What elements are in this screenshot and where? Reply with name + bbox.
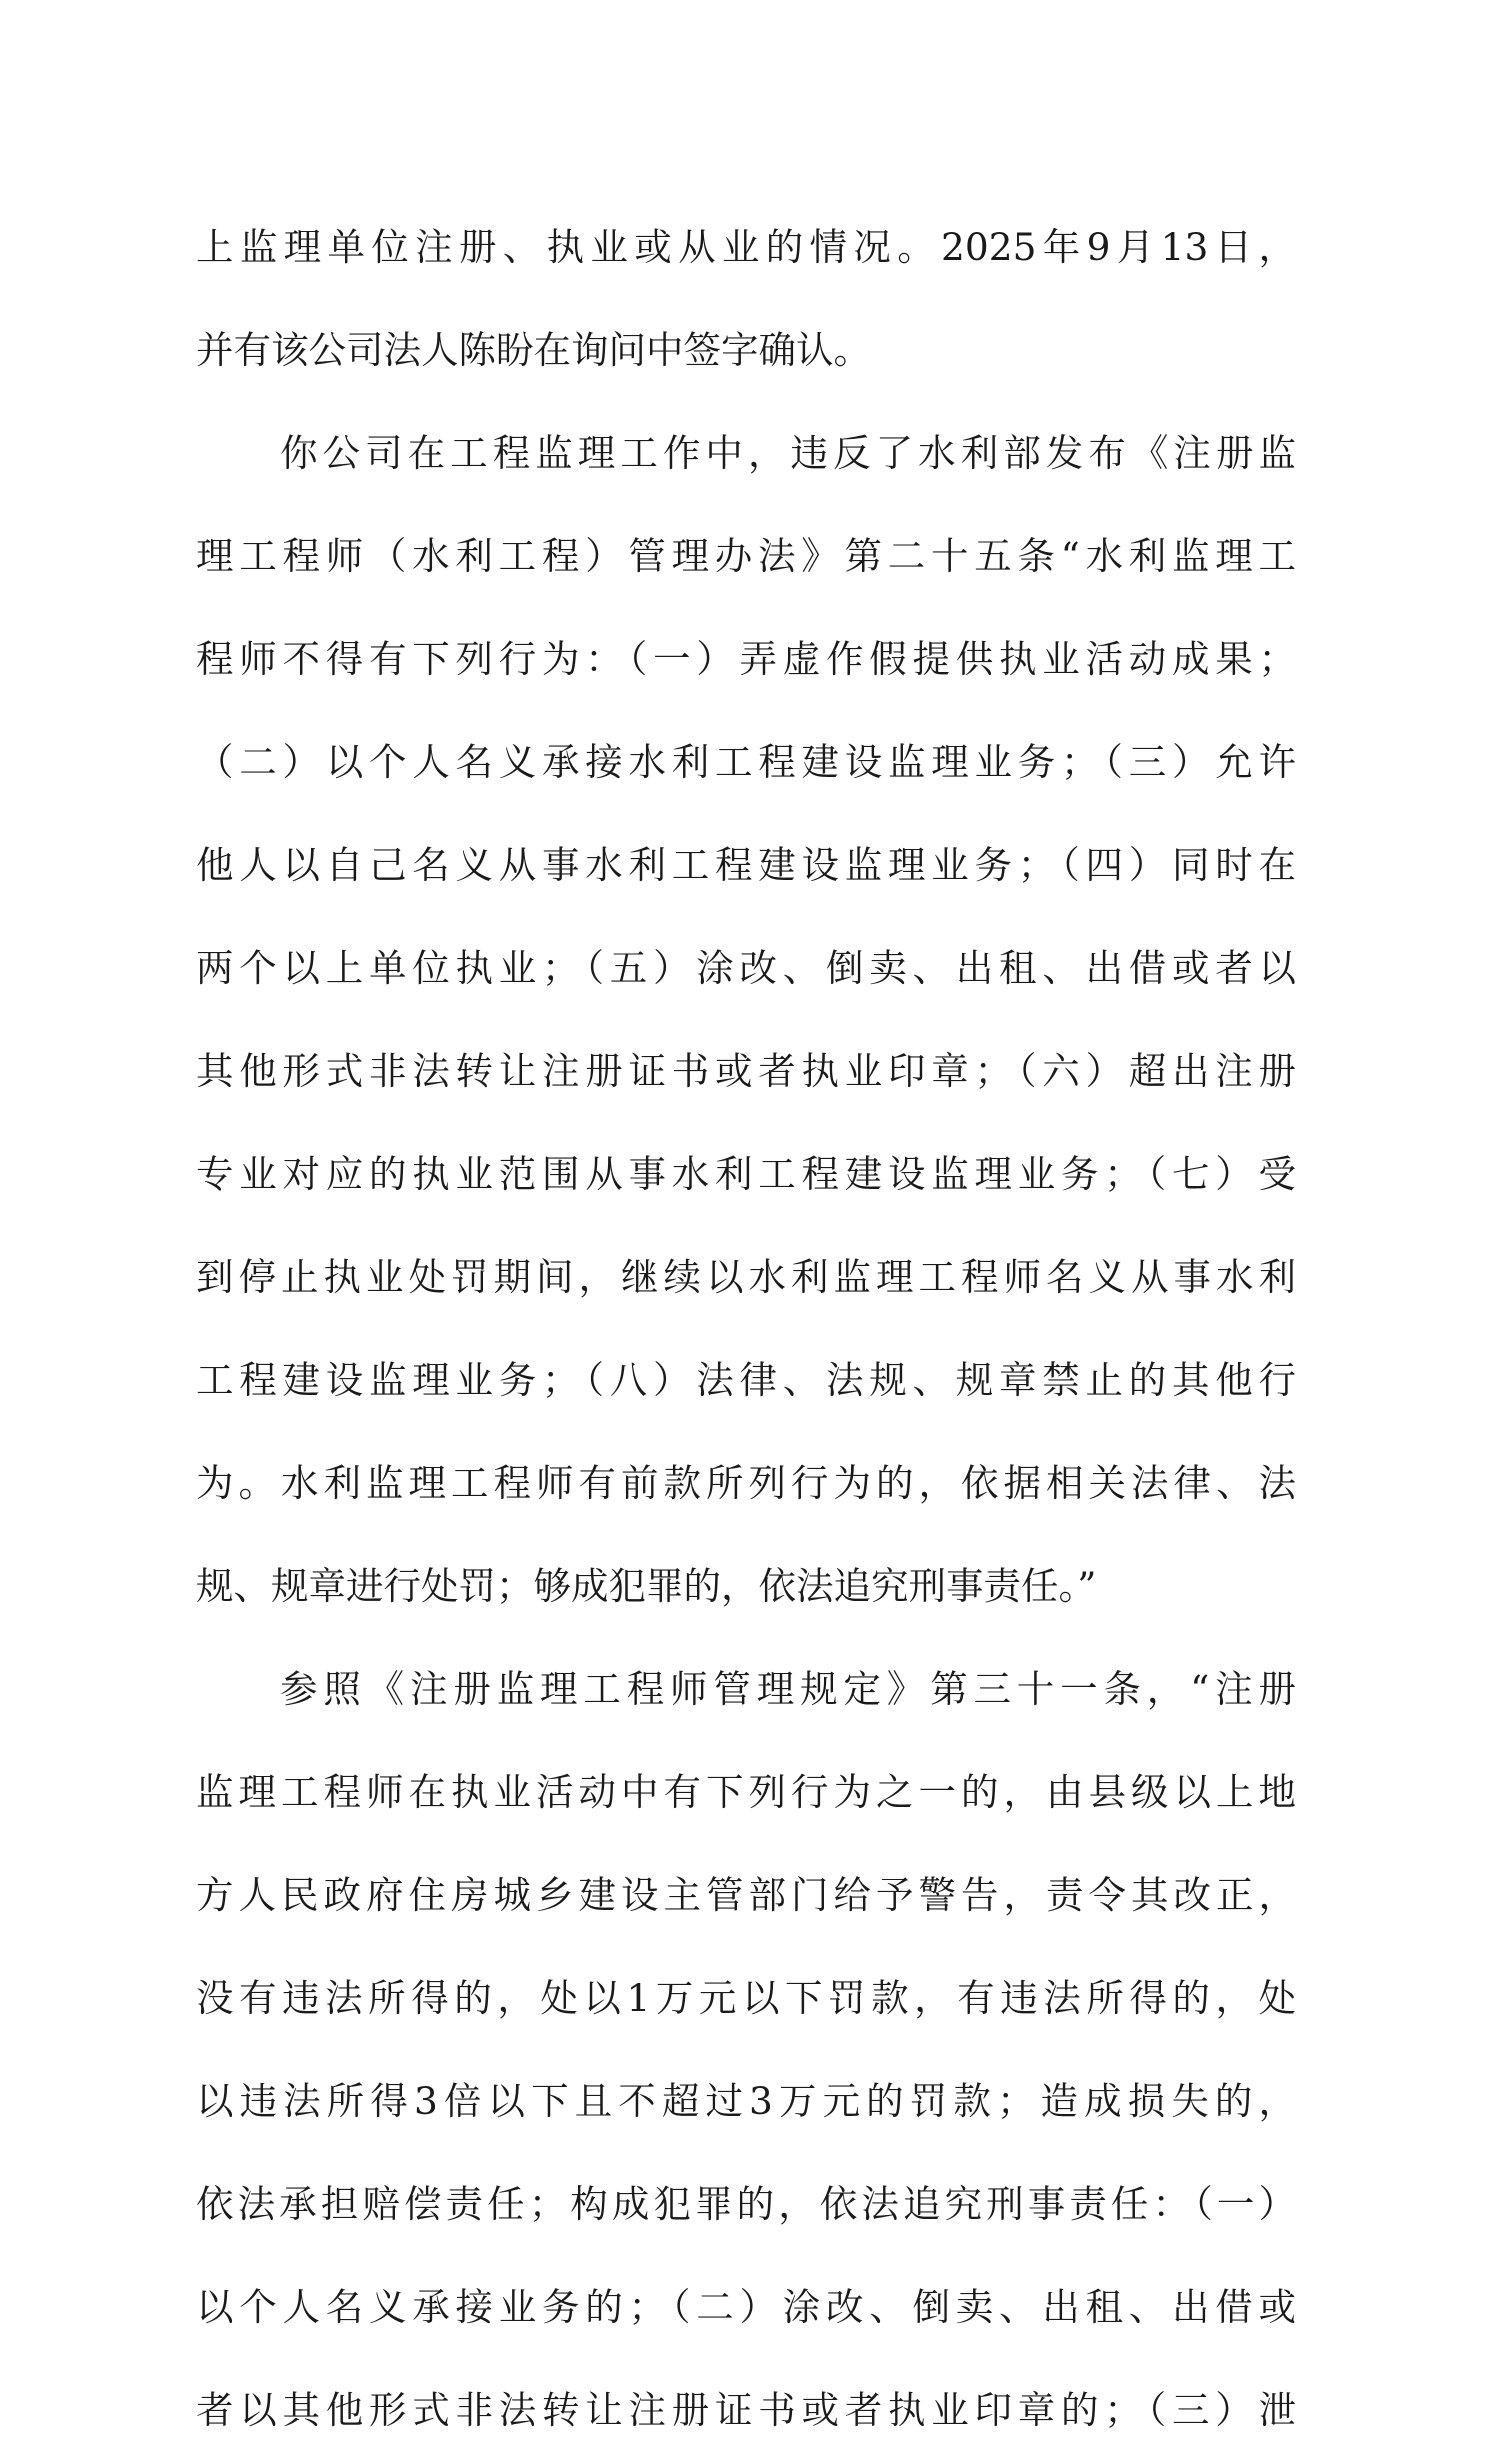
body-text — [196, 196, 1296, 2462]
paragraph-start-line: 参照《注册监理工程师管理规定》第三十一条，“注册 — [280, 1667, 1296, 1711]
text-line: 程师不得有下列行为：（一）弄虚作假提供执业活动成果； — [196, 637, 1296, 681]
text-line: 其他形式非法转让注册证书或者执业印章；（六）超出注册 — [196, 1049, 1296, 1093]
text-line: 为。水利监理工程师有前款所列行为的，依据相关法律、法 — [196, 1461, 1296, 1505]
text-line: 两个以上单位执业；（五）涂改、倒卖、出租、出借或者以 — [196, 946, 1296, 990]
text-line: 者以其他形式非法转让注册证书或者执业印章的；（三）泄 — [196, 2388, 1296, 2432]
text-line: （二）以个人名义承接水利工程建设监理业务；（三）允许 — [196, 740, 1296, 784]
text-line: 以个人名义承接业务的；（二）涂改、倒卖、出租、出借或 — [196, 2285, 1296, 2329]
text-line: 到停止执业处罚期间，继续以水利监理工程师名义从事水利 — [196, 1255, 1296, 1299]
text-line: 规、规章进行处罚；够成犯罪的，依法追究刑事责任。” — [196, 1564, 1097, 1608]
text-line: 工程建设监理业务；（八）法律、法规、规章禁止的其他行 — [196, 1358, 1296, 1402]
text-line: 没有违法所得的，处以1万元以下罚款，有违法所得的，处 — [196, 1976, 1296, 2020]
text-line: 以违法所得3倍以下且不超过3万元的罚款；造成损失的， — [196, 2079, 1296, 2123]
text-line: 专业对应的执业范围从事水利工程建设监理业务；（七）受 — [196, 1152, 1296, 1196]
text-line: 并有该公司法人陈盼在询问中签字确认。 — [196, 328, 871, 372]
text-line: 他人以自己名义从事水利工程建设监理业务；（四）同时在 — [196, 843, 1296, 887]
text-line: 理工程师（水利工程）管理办法》第二十五条“水利监理工 — [196, 534, 1296, 578]
text-line: 方人民政府住房城乡建设主管部门给予警告，责令其改正， — [196, 1873, 1296, 1917]
paragraph-start-line: 你公司在工程监理工作中，违反了水利部发布《注册监 — [280, 431, 1296, 475]
text-line: 上监理单位注册、执业或从业的情况。2025年9月13日， — [196, 225, 1296, 269]
text-line: 依法承担赔偿责任；构成犯罪的，依法追究刑事责任：（一） — [196, 2182, 1296, 2226]
text-line: 监理工程师在执业活动中有下列行为之一的，由县级以上地 — [196, 1770, 1296, 1814]
